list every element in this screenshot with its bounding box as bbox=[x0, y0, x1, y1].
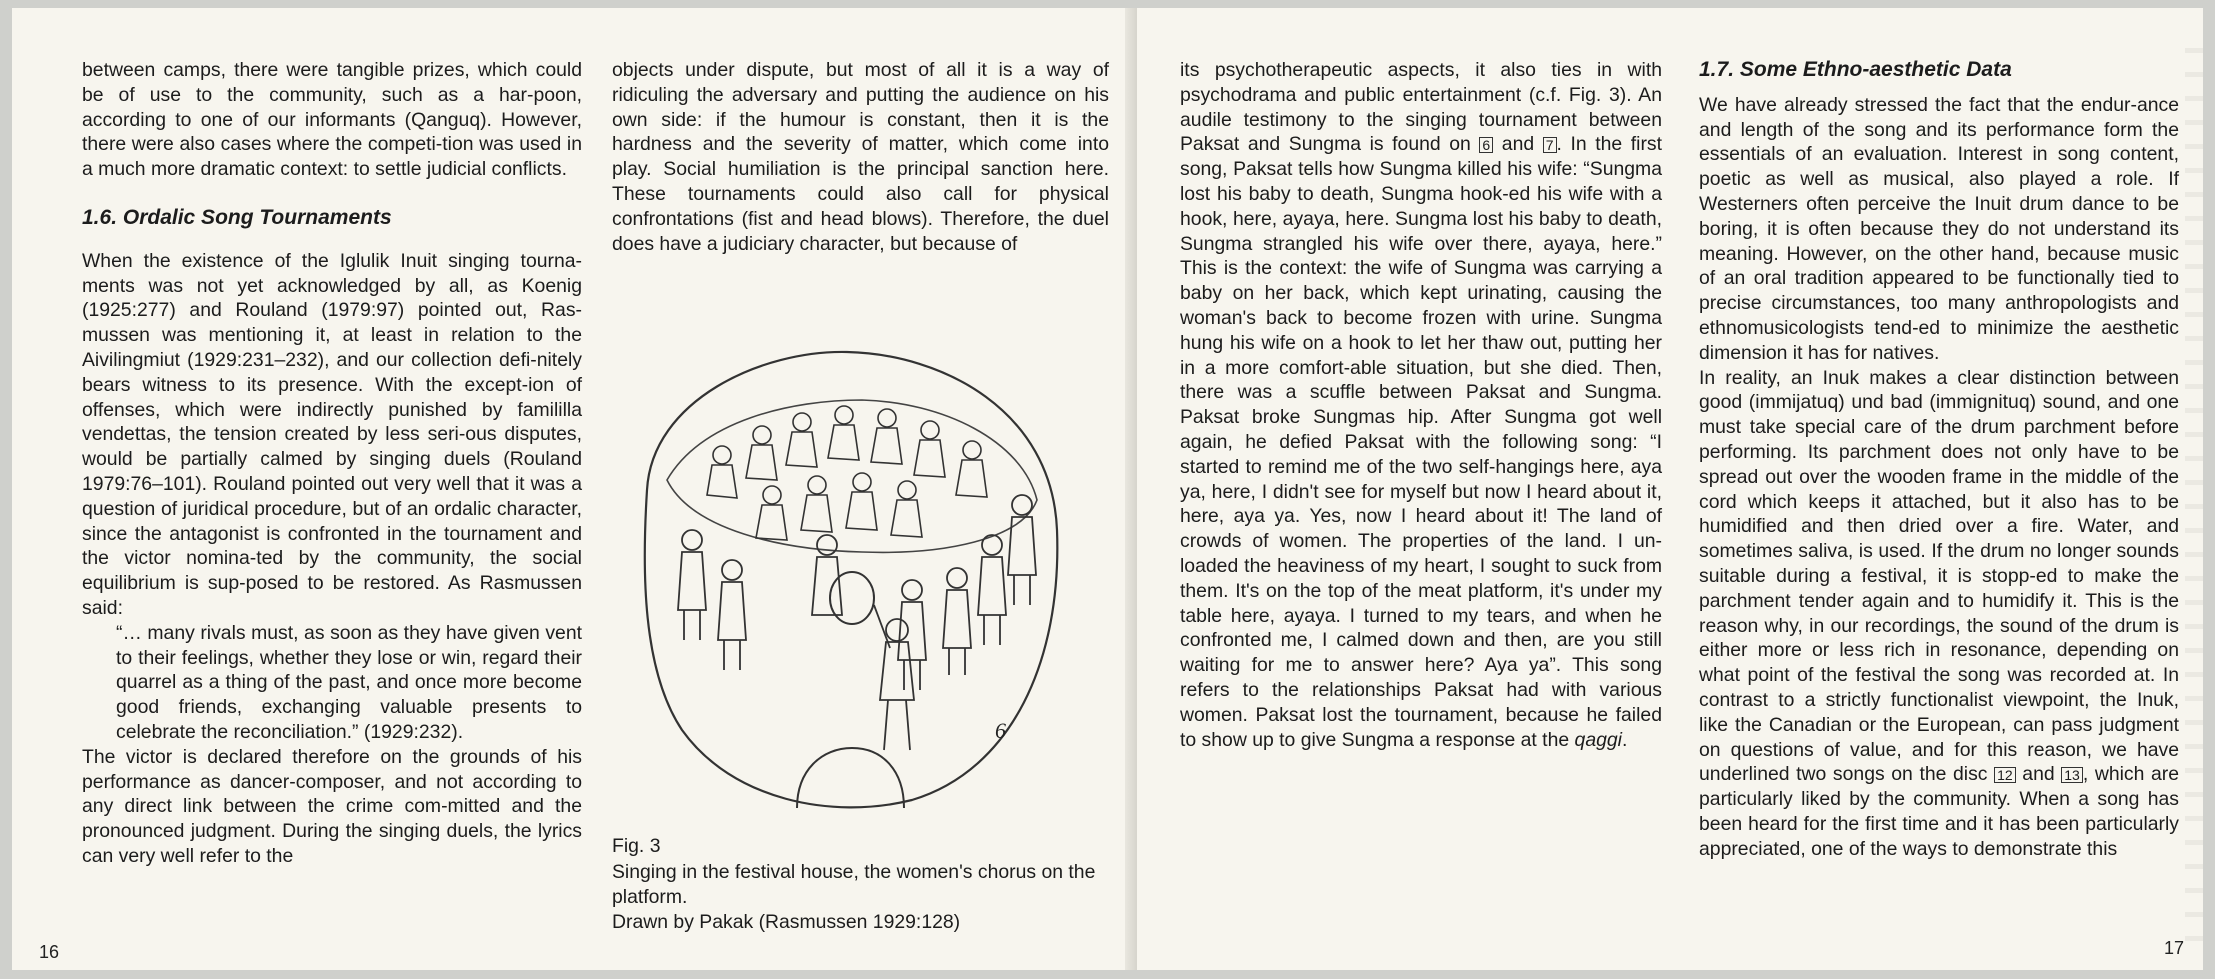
term-qaggi: qaggi bbox=[1574, 728, 1622, 751]
right-page bbox=[1137, 8, 2203, 970]
paragraph: When the existence of the Iglulik Inuit singing tourna-ments was not yet acknowledged by all, as Koenig (1925:277) and Rouland (1979:97) pointed out, Ras-mussen was mentioning it, at least in relation to the Aivilingmiut (1929:231–232), and our collection defi-nitely bears witness to its presence. With the except-ion of offenses, which were indirectly punished by famililla vendettas, the tension created by less seri-ous disputes, would be partially calmed by singing duels (Rouland 1979:76–101). Rouland pointed out very well that it was a question of juridical procedure, but of an ordalic character, since the antagonist is confronted in the tournament and the victor nomina-ted by the community, the social equilibrium is sup-posed to be restored. As Rasmussen said: bbox=[82, 249, 582, 619]
page-number: 17 bbox=[2164, 938, 2185, 958]
text-span: , which are particularly liked by the community. When a song has been heard for the first time and it has been particularly appreciated, one of the ways to demonstrate this bbox=[1699, 763, 2180, 860]
text-span: and bbox=[1501, 133, 1535, 156]
left-page bbox=[12, 8, 1137, 970]
paragraph: The victor is declared therefore on the grounds of his performance as dancer-composer, and not according to any direct link between the crime com-mitted and the pronounced judgment. During the singing duels, the lyrics can very well refer to the bbox=[82, 745, 582, 867]
text-span: In reality, an Inuk makes a clear distinction between good (immijatuq) und bad (immignituq) sound, and one must take special care of the drum parchment before performing. Its parchment does not only have to be spread out over the wooden frame in the middle of the cord which keeps it attached, but it also has to be humidified and then dried over a fire. Water, and sometimes saliva, is used. If the drum no longer sounds suitable during a festival, it is stopp-ed to make the parchment tender again and to humidify it. This is the reason why, in our recordings, the sound of the drum is either more or less rich in resonance, depending on what point of the festival the song was recorded at. In contrast to a strictly functionalist viewpoint, the Inuk, like the Canadian or the European, can pass judgment on questions of value, and for this reason, we have underlined two songs on the disc bbox=[1699, 366, 2179, 786]
left-column-1 bbox=[82, 58, 582, 869]
figure-caption: Singing in the festival house, the women's chorus on the platform. bbox=[612, 861, 1096, 908]
section-heading: 1.7. Some Ethno-aesthetic Data bbox=[1699, 58, 2012, 81]
track-number-box: 6 bbox=[1479, 137, 1493, 153]
right-column-2 bbox=[1699, 58, 2179, 862]
text-span: . bbox=[1621, 728, 1628, 751]
paragraph: objects under dispute, but most of all it is a way of ridiculing the adversary and putting the audience on his own side: if the humour is constant, then it is the hardness and the severity of matter, which come into play. Social humiliation is the principal sanction here. These tournaments could also call for physical confrontations (fist and head blows). Therefore, the duel does have a judiciary character, but because of bbox=[612, 59, 1109, 255]
track-number-box: 13 bbox=[2061, 767, 2083, 783]
page-number: 16 bbox=[39, 942, 60, 962]
paragraph: We have already stressed the fact that the endur-ance and length of the song and its performance form the essentials of an evaluation. Interest in song content, poetic as well as musical, also played a role. If Westerners often perceive the Inuit drum dance to be boring, it is often because they do not understand its meaning. However, on the other hand, because music of an oral tradition appeared to be functionally tied to precise circumstances, too many anthropologists and ethnomusicologists tend-ed to minimize the aesthetic dimension it has for natives. bbox=[1699, 93, 2179, 364]
track-number-box: 12 bbox=[1994, 767, 2016, 783]
figure-credit: Drawn by Pakak (Rasmussen 1929:128) bbox=[612, 911, 961, 933]
bleed-through-texture bbox=[2185, 48, 2203, 948]
left-column-2 bbox=[612, 58, 1109, 256]
figure-label: Fig. 3 bbox=[612, 835, 661, 857]
text-span: and bbox=[2022, 763, 2055, 786]
block-quote: “… many rivals must, as soon as they have given vent to their feelings, whether they lose or win, regard their quarrel as a thing of the past, and once more become good friends, exchanging valuable presents to celebrate the reconciliation.” (1929:232). bbox=[116, 621, 582, 743]
text-span: . In the first song, Paksat tells how Sungma killed his wife: “Sungma lost his baby to death, Sungma hook-ed his wife with a hook, here, ayaya, here. Sungma lost his baby to death, Sungma strangled his wife over there, ayaya, here.” This is the context: the wife of Sungma was carrying a baby on her back, which kept urinating, causing the woman's back to become frozen with urine. Sungma hung his wife on a hook to let her thaw out, putting her in a more comfort-able situation, but she died. Then, there was a scuffle between Paksat and Sungma. Paksat broke Sungmas hip. After Sungma got well again, he defied Paksat with the following song: “I started to remind me of the two self-hangings here, aya ya, here, I didn't see for myself but now I heard about it, here, aya ya. Yes, now I heard about it! The land of crowds of women. The properties of the land. I un-loaded the heaviness of my heart, I sought to suck from them. It's on the top of the meat platform, it's under my table here, ayaya. I turned to my tears, and when he confronted me, I calmed down and then, are you still waiting for me to answer here? Aya ya”. This song refers to the relationships Paksat had with various women. Paksat lost the tournament, because he failed to show up to give Sungma a response at the bbox=[1180, 133, 1662, 751]
paragraph bbox=[1180, 58, 1662, 752]
track-number-box: 7 bbox=[1543, 137, 1557, 153]
section-heading: 1.6. Ordalic Song Tournaments bbox=[82, 205, 392, 229]
paragraph bbox=[1699, 366, 2179, 862]
drawing-number: 6 bbox=[995, 718, 1006, 743]
festival-house-drawing bbox=[612, 330, 1082, 820]
text-span: its psychotherapeutic aspects, it also ties in with psychodrama and public entertainment (c.f. Fig. 3). An audile testimony to the singing tournament between Paksat and Sungma is found on bbox=[1180, 59, 1662, 156]
paragraph: between camps, there were tangible prizes, which could be of use to the community, such as a har-poon, according to one of our informants (Qanguq). However, there were also cases where the competi-tion was used in a much more dramatic context: to settle judicial conflicts. bbox=[82, 59, 582, 181]
right-column-1 bbox=[1180, 58, 1662, 752]
